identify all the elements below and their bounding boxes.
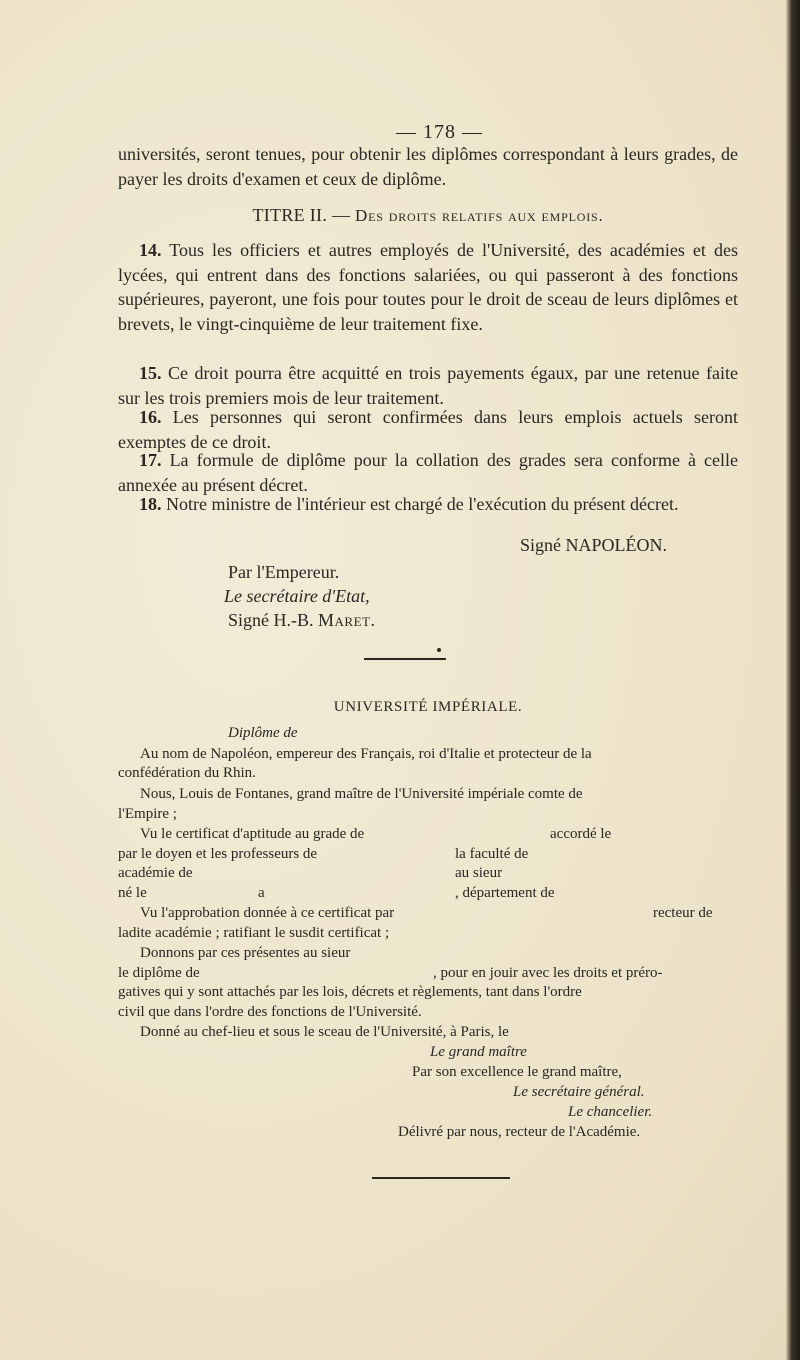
diploma-line: recteur de (653, 905, 713, 921)
diploma-line: l'Empire ; (118, 806, 177, 822)
intro-text: universités, seront tenues, pour obtenir les diplômes correspondant à leurs grades, de payer les droits d'examen et ceux de diplôme. (118, 144, 738, 189)
diploma-line: , département de (455, 885, 555, 901)
diploma-line: a (258, 885, 265, 901)
diploma-line: né le (118, 885, 147, 901)
article-15 (118, 361, 738, 410)
diploma-line: gatives qui y sont attachés par les lois, décrets et règlements, tant dans l'ordre (118, 984, 582, 1000)
secretary-of-state: Le secrétaire d'Etat, (224, 586, 370, 606)
section-title-text: Des droits relatifs aux emplois. (355, 206, 604, 225)
intro-paragraph (118, 142, 738, 191)
signed-maret-prefix: Signé H.-B. (228, 610, 318, 630)
article-number: 17. (139, 450, 162, 470)
article-number: 16. (139, 407, 162, 427)
section-rule (364, 658, 446, 660)
article-text: La formule de diplôme pour la collation des grades sera conforme à celle annexée au présent décret. (118, 450, 738, 495)
diploma-heading: UNIVERSITÉ IMPÉRIALE. (333, 699, 523, 715)
article-number: 14. (139, 240, 162, 260)
article-text: Tous les officiers et autres employés de l'Université, des académies et des lycées, qui entrent dans des fonctions salariées, ou qui passeront à des fonctions supérieures, payeront, une fois pour toutes pour le droit de sceau de leurs diplômes et brevets, le vingt-cinquième de leur traitement fixe. (118, 240, 738, 334)
article-17 (118, 448, 738, 497)
diploma-line: Le chancelier. (568, 1104, 653, 1120)
ornament-dot (437, 648, 441, 652)
diploma-line: ladite académie ; ratifiant le susdit certificat ; (118, 925, 390, 941)
diploma-line: Délivré par nous, recteur de l'Académie. (398, 1124, 641, 1140)
diploma-line: Le secrétaire général. (513, 1084, 645, 1100)
diploma-line: au sieur (455, 865, 503, 881)
diploma-line: , pour en jouir avec les droits et préro- (433, 965, 663, 981)
diploma-line: Par son excellence le grand maître, (412, 1064, 622, 1080)
diploma-line: Le grand maître (430, 1044, 527, 1060)
maret-name: Maret. (318, 610, 376, 630)
article-text: Notre ministre de l'intérieur est chargé de l'exécution du présent décret. (166, 494, 679, 514)
diploma-line: civil que dans l'ordre des fonctions de l'Université. (118, 1004, 422, 1020)
diploma-line: Donné au chef-lieu et sous le sceau de l'Université, à Paris, le (140, 1024, 509, 1040)
diploma-line: Nous, Louis de Fontanes, grand maître de l'Université impériale comte de (140, 786, 583, 802)
section-title (118, 205, 738, 226)
article-16 (118, 405, 738, 454)
article-14 (118, 238, 738, 336)
diploma-line: académie de (118, 865, 193, 881)
article-text: Les personnes qui seront confirmées dans leurs emplois actuels seront exemptes de ce droit. (118, 407, 738, 452)
diploma-line: confédération du Rhin. (118, 765, 256, 781)
diploma-line: Au nom de Napoléon, empereur des Français, roi d'Italie et protecteur de la (140, 746, 592, 762)
page-edge (786, 0, 800, 1360)
by-emperor: Par l'Empereur. (228, 562, 340, 582)
article-number: 15. (139, 363, 162, 383)
diploma-line: par le doyen et les professeurs de (118, 846, 318, 862)
signed-napoleon: Signé NAPOLÉON. (520, 535, 667, 555)
diploma-line: Vu le certificat d'aptitude au grade de (140, 826, 365, 842)
section-title-lead: TITRE II. — (252, 205, 356, 225)
article-text: Ce droit pourra être acquitté en trois payements égaux, par une retenue faite sur les trois premiers mois de leur traitement. (118, 363, 738, 408)
diploma-line: accordé le (550, 826, 612, 842)
article-number: 18. (139, 494, 162, 514)
diploma-line: le diplôme de (118, 965, 200, 981)
page-number: — 178 — (396, 121, 483, 143)
article-18 (118, 492, 738, 517)
diploma-subheading: Diplôme de (228, 725, 298, 741)
diploma-line: Vu l'approbation donnée à ce certificat par (140, 905, 395, 921)
closing-rule (372, 1177, 510, 1179)
countersignature-block (224, 560, 376, 632)
diploma-line: la faculté de (455, 846, 529, 862)
diploma-line: Donnons par ces présentes au sieur (140, 945, 351, 961)
